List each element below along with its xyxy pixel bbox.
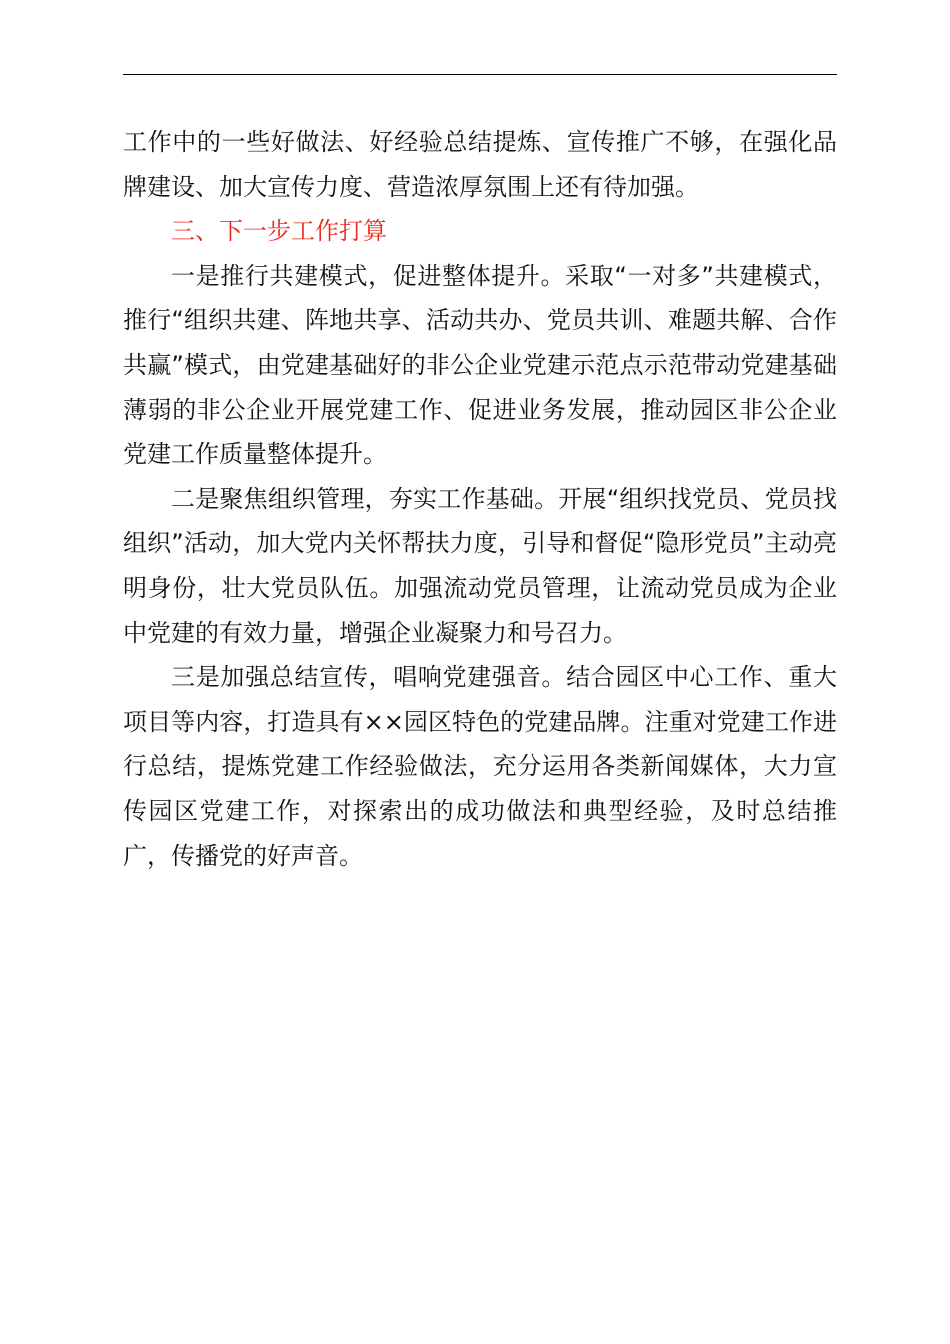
document-body — [123, 120, 837, 878]
section-heading: 三、下一步工作打算 — [171, 217, 387, 246]
paragraph-summary-publicity: 三是加强总结宣传，唱响党建强音。结合园区中心工作、重大项目等内容，打造具有××园区特色的党建品牌。注重对党建工作进行总结，提炼党建工作经验做法，充分运用各类新闻媒体，大力宣传园区党建工作，对探索出的成功做法和典型经验，及时总结推广，传播党的好声音。 — [123, 663, 837, 870]
continuation-paragraph: 工作中的一些好做法、好经验总结提炼、宣传推广不够，在强化品牌建设、加大宣传力度、营造浓厚氛围上还有待加强。 — [123, 128, 837, 201]
paragraph-organization-management: 二是聚焦组织管理，夯实工作基础。开展“组织找党员、党员找组织”活动，加大党内关怀帮扶力度，引导和督促“隐形党员”主动亮明身份，壮大党员队伍。加强流动党员管理，让流动党员成为企业中党建的有效力量，增强企业凝聚力和号召力。 — [123, 484, 837, 647]
header-rule — [123, 74, 837, 75]
paragraph-joint-building: 一是推行共建模式，促进整体提升。采取“一对多”共建模式，推行“组织共建、阵地共享、活动共办、党员共训、难题共解、合作共赢”模式，由党建基础好的非公企业党建示范点示范带动党建基础薄弱的非公企业开展党建工作、促进业务发展，推动园区非公企业党建工作质量整体提升。 — [123, 261, 837, 469]
